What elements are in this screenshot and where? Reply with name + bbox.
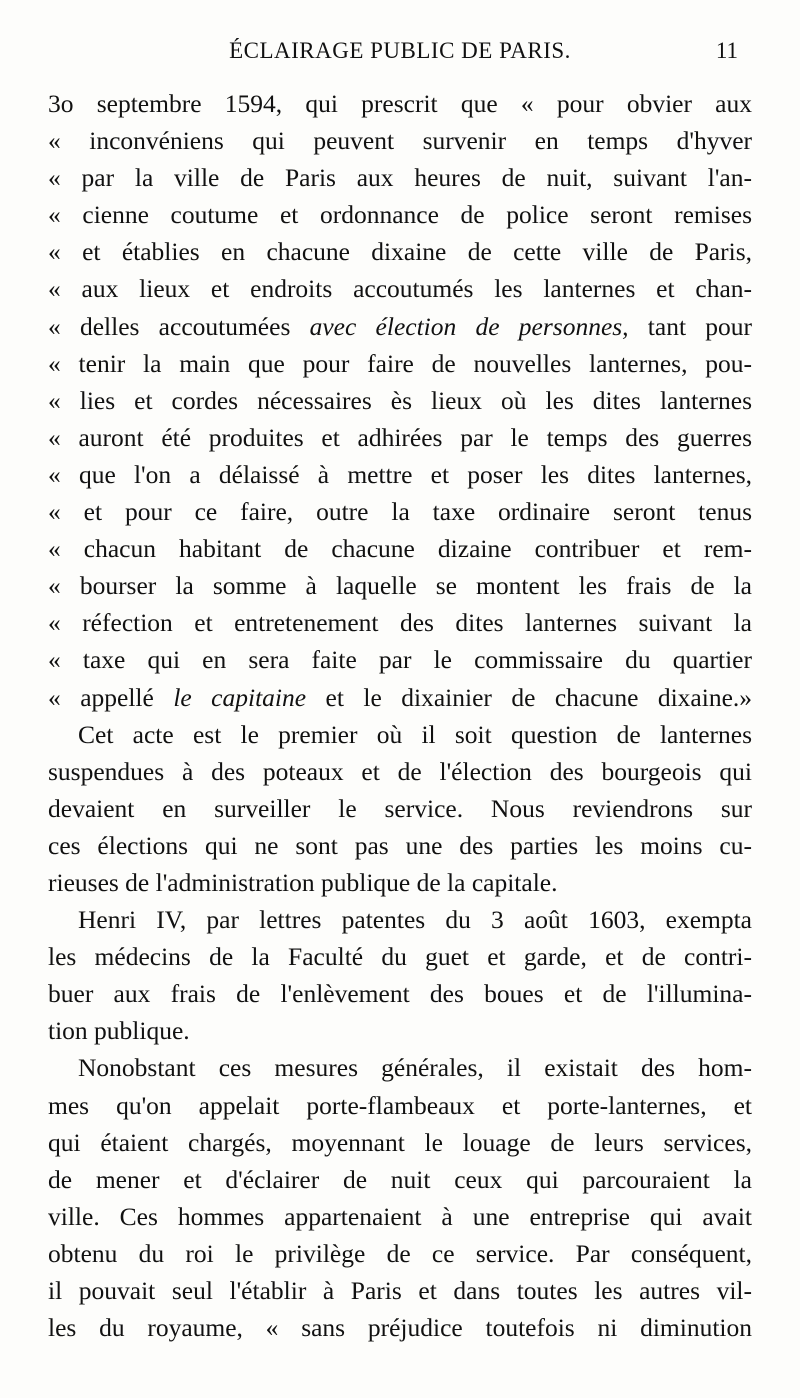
text-line xyxy=(48,679,752,716)
text-line: ville. Ces hommes appartenaient à une entreprise qui avait xyxy=(48,1201,752,1231)
text-line: « cienne coutume et ordonnance de police seront remises xyxy=(48,200,752,230)
text-line: « que l'on a délaissé à mettre et poser les dites lanternes, xyxy=(48,459,752,489)
text-line: suspendues à des poteaux et de l'élection des bourgeois qui xyxy=(48,756,752,786)
text-line: « taxe qui en sera faite par le commissaire du quartier xyxy=(48,645,752,675)
text-line: « réfection et entretenement des dites lanternes suivant la xyxy=(48,608,752,638)
text-line: de mener et d'éclairer de nuit ceux qui parcouraient la xyxy=(48,1164,752,1194)
text-line: « auront été produites et adhirées par le temps des guerres xyxy=(48,422,752,452)
body-text xyxy=(48,85,752,1346)
text-line: il pouvait seul l'établir à Paris et dans toutes les autres vil- xyxy=(48,1276,752,1305)
text-line: rieuses de l'administration publique de la capitale. xyxy=(48,867,558,897)
text-line: buer aux frais de l'enlèvement des boues et de l'illumina- xyxy=(48,979,752,1009)
text-line: devaient en surveiller le service. Nous reviendrons sur xyxy=(48,793,752,823)
text-line: ces élections qui ne sont pas une des parties les moins cu- xyxy=(48,830,752,860)
text-line: les du royaume, « sans préjudice toutefois ni diminution xyxy=(48,1313,752,1343)
text-line: « chacun habitant de chacune dizaine contribuer et rem- xyxy=(48,534,752,564)
text-line: les médecins de la Faculté du guet et garde, et de contri- xyxy=(48,942,752,972)
text-line: qui étaient chargés, moyennant le louage de leurs services, xyxy=(48,1127,752,1157)
text-line: « et pour ce faire, outre la taxe ordinaire seront tenus xyxy=(48,497,752,527)
page-header xyxy=(48,38,752,78)
running-title: ÉCLAIRAGE PUBLIC DE PARIS. xyxy=(229,38,571,63)
text-line: « lies et cordes nécessaires ès lieux où les dites lanternes xyxy=(48,385,752,415)
text-line: « bourser la somme à laquelle se montent les frais de la xyxy=(48,571,752,601)
text-run: et le dixainier de chacune dixaine.» xyxy=(325,682,753,712)
text-line: 3o septembre 1594, qui prescrit que « pour obvier aux xyxy=(48,89,752,118)
text-run: tant pour xyxy=(647,311,753,341)
text-line: Nonobstant ces mesures générales, il existait des hom- xyxy=(78,1053,752,1083)
page-number: 11 xyxy=(715,38,738,63)
text-line: Henri IV, par lettres patentes du 3 août 1603, exempta xyxy=(78,905,752,935)
text-line: obtenu du roi le privilège de ce service. Par conséquent, xyxy=(48,1238,752,1268)
text-line: « et établies en chacune dixaine de cette ville de Paris, xyxy=(48,237,752,267)
italic-text: le capitaine xyxy=(173,682,307,712)
text-line: tion publique. xyxy=(48,1016,190,1046)
text-run: « appellé xyxy=(48,682,154,712)
italic-text: avec élection de personnes, xyxy=(309,311,629,341)
text-line: « aux lieux et endroits accoutumés les lanternes et chan- xyxy=(48,274,752,304)
text-run: « delles accoutumées xyxy=(48,311,291,341)
text-line: Cet acte est le premier où il soit question de lanternes xyxy=(78,719,752,749)
text-line: « inconvéniens qui peuvent survenir en temps d'hyver xyxy=(48,126,752,156)
text-line: « tenir la main que pour faire de nouvelles lanternes, pou- xyxy=(48,348,752,378)
text-line: mes qu'on appelait porte-flambeaux et porte-lanternes, et xyxy=(48,1090,752,1120)
text-line: « par la ville de Paris aux heures de nuit, suivant l'an- xyxy=(48,163,752,193)
text-line xyxy=(48,308,752,345)
